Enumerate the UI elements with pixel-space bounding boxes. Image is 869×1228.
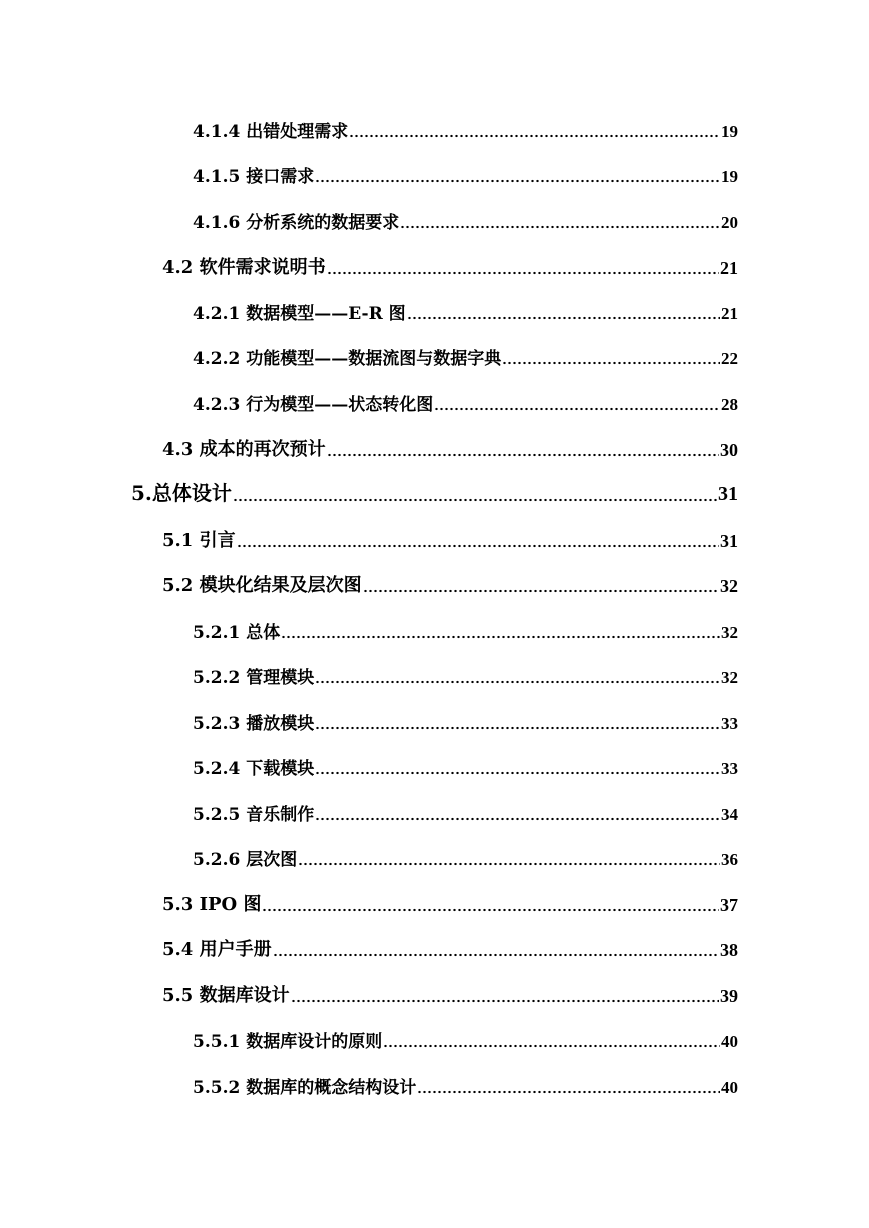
toc-entry-page-number: 31	[718, 483, 738, 505]
toc-entry-title: 4.2.3 行为模型——状态转化图	[193, 395, 434, 415]
toc-entry-5-2-3[interactable]	[193, 704, 738, 734]
toc-entry-title: 5.1 引言	[162, 530, 236, 551]
toc-entry-5-2-6[interactable]	[193, 840, 738, 870]
toc-entry-page-number: 21	[720, 258, 738, 278]
toc-entry-page-number: 37	[720, 895, 738, 915]
toc-entry-page-number: 40	[721, 1032, 738, 1051]
toc-entry-page-number: 31	[720, 531, 738, 551]
toc-entry-title: 4.2.2 功能模型——数据流图与数据字典	[193, 349, 502, 369]
toc-entry-4-1-4[interactable]	[193, 112, 738, 142]
dot-leader	[315, 771, 720, 775]
toc-entry-4-2-2[interactable]	[193, 339, 738, 369]
toc-entry-title: 5.2.2 管理模块	[193, 668, 315, 688]
dot-leader	[273, 953, 719, 957]
toc-entry-title: 5.2.4 下载模块	[193, 759, 315, 779]
dot-leader	[315, 817, 720, 821]
toc-entry-4-1-6[interactable]	[193, 203, 738, 233]
toc-entry-page-number: 39	[720, 986, 738, 1006]
toc-entry-page-number: 30	[720, 440, 738, 460]
toc-entry-page-number: 20	[721, 213, 738, 232]
toc-entry-5[interactable]	[131, 476, 738, 506]
toc-entry-page-number: 21	[721, 304, 738, 323]
toc-entry-page-number: 32	[721, 668, 738, 687]
dot-leader	[502, 361, 720, 365]
toc-entry-title: 5.5.1 数据库设计的原则	[193, 1032, 383, 1052]
toc-entry-title: 5.3 IPO 图	[162, 894, 262, 915]
dot-leader	[327, 453, 719, 457]
dot-leader	[315, 726, 720, 730]
dot-leader	[383, 1044, 720, 1048]
toc-entry-5-2-2[interactable]	[193, 658, 738, 688]
toc-entry-5-4[interactable]	[162, 931, 738, 961]
toc-entry-title: 5.2.6 层次图	[193, 850, 298, 870]
toc-entry-page-number: 34	[721, 805, 738, 824]
toc-entry-title: 4.3 成本的再次预计	[162, 439, 326, 460]
dot-leader	[400, 225, 720, 229]
toc-entry-page-number: 22	[721, 349, 738, 368]
toc-entry-page-number: 38	[720, 940, 738, 960]
toc-entry-5-3[interactable]	[162, 886, 738, 916]
dot-leader	[417, 1090, 720, 1094]
toc-entry-page-number: 28	[721, 395, 738, 414]
toc-entry-5-5-1[interactable]	[193, 1022, 738, 1052]
toc-entry-4-3[interactable]	[162, 431, 738, 461]
toc-entry-page-number: 32	[720, 576, 738, 596]
toc-entry-5-2-1[interactable]	[193, 613, 738, 643]
toc-entry-page-number: 33	[721, 759, 738, 778]
toc-entry-5-2-5[interactable]	[193, 795, 738, 825]
dot-leader	[298, 862, 720, 866]
toc-entry-5-2-4[interactable]	[193, 749, 738, 779]
toc-entry-title: 5.2 模块化结果及层次图	[162, 575, 362, 596]
toc-entry-page-number: 19	[721, 167, 738, 186]
toc-entry-page-number: 32	[721, 623, 738, 642]
toc-entry-5-1[interactable]	[162, 522, 738, 552]
dot-leader	[237, 544, 719, 548]
dot-leader	[434, 407, 720, 411]
toc-entry-title: 5.2.3 播放模块	[193, 714, 315, 734]
dot-leader	[281, 635, 720, 639]
toc-entry-page-number: 19	[721, 122, 738, 141]
toc-entry-4-2-3[interactable]	[193, 385, 738, 415]
toc-entry-title: 5.4 用户手册	[162, 939, 272, 960]
toc-entry-title: 5.总体设计	[131, 481, 232, 505]
toc-entry-title: 5.5.2 数据库的概念结构设计	[193, 1078, 417, 1098]
dot-leader	[315, 680, 720, 684]
dot-leader	[363, 589, 719, 593]
toc-entry-5-5[interactable]	[162, 977, 738, 1007]
toc-entry-4-2[interactable]	[162, 249, 738, 279]
toc-entry-page-number: 40	[721, 1078, 738, 1097]
toc-entry-title: 5.5 数据库设计	[162, 985, 290, 1006]
dot-leader	[291, 999, 719, 1003]
toc-entry-4-1-5[interactable]	[193, 157, 738, 187]
toc-entry-title: 4.2 软件需求说明书	[162, 257, 326, 278]
toc-entry-page-number: 36	[721, 850, 738, 869]
toc-entry-5-2[interactable]	[162, 567, 738, 597]
toc-entry-title: 5.2.1 总体	[193, 623, 281, 643]
toc-entry-title: 4.1.5 接口需求	[193, 167, 315, 187]
dot-leader	[349, 134, 720, 138]
dot-leader	[407, 316, 720, 320]
toc-entry-5-5-2[interactable]	[193, 1068, 738, 1098]
toc-entry-4-2-1[interactable]	[193, 294, 738, 324]
dot-leader	[233, 498, 717, 502]
dot-leader	[262, 908, 719, 912]
dot-leader	[315, 179, 720, 183]
dot-leader	[327, 271, 719, 275]
toc-entry-title: 4.1.6 分析系统的数据要求	[193, 213, 400, 233]
toc-entry-title: 4.1.4 出错处理需求	[193, 122, 349, 142]
toc-entry-title: 5.2.5 音乐制作	[193, 805, 315, 825]
toc-entry-page-number: 33	[721, 714, 738, 733]
toc-entry-title: 4.2.1 数据模型——E-R 图	[193, 304, 406, 324]
